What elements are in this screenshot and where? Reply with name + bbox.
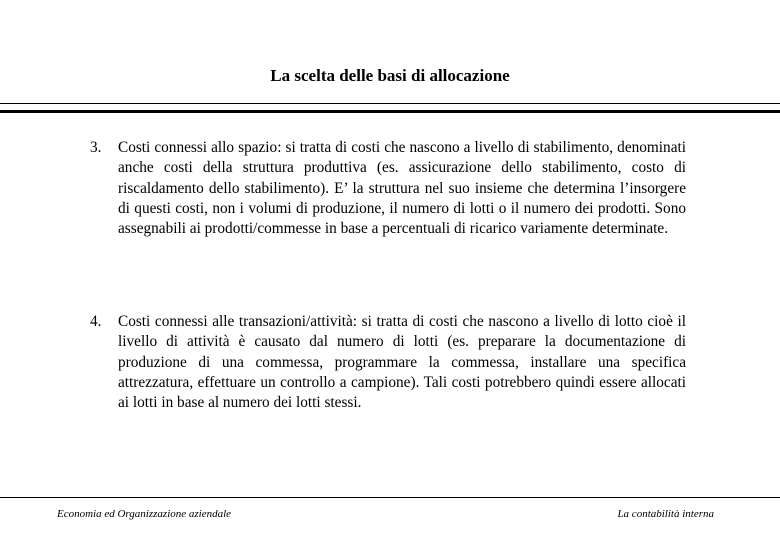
footer-topic: La contabilità interna xyxy=(617,508,714,520)
list-item xyxy=(90,312,686,413)
item-text: Costi connessi allo spazio: si tratta di costi che nascono a livello di stabilimento, denominati anche costi della struttura produttiva (es. assicurazione dello stabilimento, costo di riscaldamento dello stabilimento). E’ la struttura nel suo insieme che determina l’insorgere di questi costi, non i volumi di produzione, il numero di lotti o il numero dei prodotti. Sono assegnabili ai prodotti/commesse in base a percentuali di ricarico variamente determinate. xyxy=(118,139,686,238)
item-number: 3. xyxy=(90,139,102,156)
list-item xyxy=(90,138,686,239)
slide-title: La scelta delle basi di allocazione xyxy=(270,66,510,85)
item-number: 4. xyxy=(90,313,102,330)
footer-course: Economia ed Organizzazione aziendale xyxy=(57,508,232,520)
header-divider-thick xyxy=(0,110,780,113)
footer-divider xyxy=(0,497,780,498)
header-divider-thin xyxy=(0,103,780,104)
item-text: Costi connessi alle transazioni/attività: si tratta di costi che nascono a livello di lotto cioè il livello di attività è causato dal numero di lotti (es. preparare la documentazione di produzione di una commessa, programmare la commessa, installare una specifica attrezzatura, effettuare un controllo a campione). Tali costi potrebbero quindi essere allocati ai lotti in base al numero dei lotti stessi. xyxy=(118,313,686,412)
